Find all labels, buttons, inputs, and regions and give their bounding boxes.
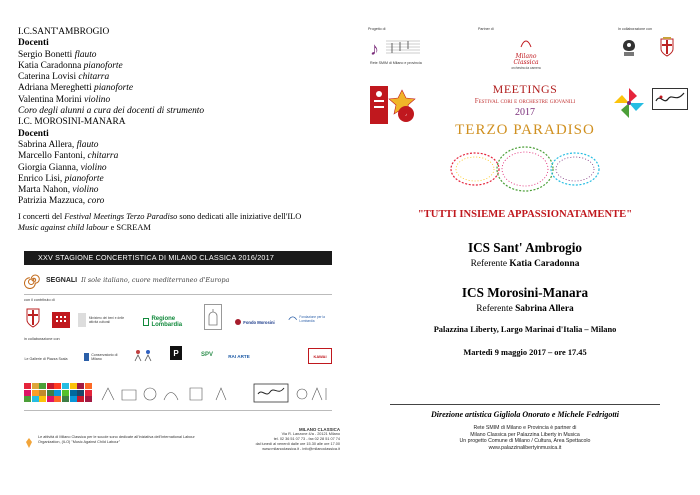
collaborazione-label: In collaborazione con: [618, 27, 652, 31]
teacher-instrument: pianoforte: [83, 60, 123, 71]
concert-headline: "TUTTI INSIEME APPASSIONATAMENTE": [417, 209, 633, 220]
teacher-entry: [18, 50, 338, 61]
gallerie-logo: Le Gallerie di Piazza Scala: [24, 357, 68, 361]
school-name-1: ICS Sant' Ambrogio: [467, 240, 583, 255]
comune-milano-logo: [24, 306, 42, 330]
roster-line: Docenti: [18, 38, 49, 49]
meetings-title: MEETINGS: [492, 82, 558, 96]
collaborazione-label: in collaborazione con: [24, 337, 60, 341]
partner-label: Partner di: [478, 27, 494, 31]
svg-text:♪: ♪: [370, 39, 379, 59]
terzo-paradiso-symbol: [447, 142, 603, 196]
teacher-instrument: chitarra: [78, 72, 110, 83]
svg-text:♪: ♪: [405, 112, 407, 117]
kawai-logo: KAWAI: [308, 348, 332, 364]
teacher-instrument: violino: [84, 94, 111, 105]
teacher-name: Valentina Morini: [18, 94, 82, 105]
referente-2: Referente Sabrina Allera: [476, 304, 574, 314]
teacher-name: Sabrina Allera,: [18, 139, 75, 150]
fondo-morosini-logo: Fondo Morosini: [234, 315, 276, 329]
roster-line: I.C. MOROSINI-MANARA: [18, 117, 126, 128]
contributo-label: con il contributo di: [24, 298, 55, 302]
conservatorio-logo: Conservatorio di Milano: [84, 350, 124, 364]
fondazione-lombardia-logo: Fondazione per la Lombardia: [288, 308, 332, 330]
teacher-instrument: coro: [87, 196, 105, 207]
teacher-name: Adriana Mereghetti: [18, 83, 92, 94]
roster-line: I.C.SANT'AMBROGIO: [18, 27, 110, 37]
teacher-name: Enrico Lisi,: [18, 173, 63, 184]
teacher-entry: [18, 174, 338, 185]
p-logo: P: [170, 346, 182, 360]
teacher-instrument: violino: [72, 185, 99, 196]
milano-classica-contact: MILANO CLASSICA Via R. Lanzone 4/a - 20121 Milano tel. 02 36 51 07 73 - fax 02 28 51 07 74 dal lunedì al venerdì dalle ore 15.30 alle ore 17.00 www.milanoclassica.it - info@milanoclassica.it: [255, 427, 340, 451]
svg-text:Rete SMIM di Milano e provinci: Rete SMIM di Milano e provincia: [370, 61, 422, 65]
progetto-label: Progetto di: [368, 27, 386, 31]
teacher-instrument: chitarra: [87, 151, 119, 162]
teacher-entry: [18, 151, 338, 162]
emblem-logo: [620, 38, 638, 62]
mibact-logo: Ministero dei beni e delle attività culturali: [78, 310, 134, 330]
divider: [390, 404, 660, 405]
teacher-name: Katia Caradonna: [18, 60, 82, 71]
regione-lombardia-logo: Regione Lombardia: [143, 315, 193, 329]
teacher-instrument: violino: [80, 162, 107, 173]
teacher-name: Marta Nahon,: [18, 185, 71, 196]
school-name-2: ICS Morosini-Manara: [461, 285, 589, 300]
child-labour-logo: [652, 88, 688, 110]
teacher-roster: [18, 27, 338, 208]
comune-milano-logo: [660, 36, 676, 62]
spiral-icon: [24, 271, 42, 289]
grid-logo: [52, 312, 70, 328]
teacher-entry: [18, 196, 338, 207]
dome-logo: [204, 304, 222, 330]
teacher-instrument: pianoforte: [94, 83, 134, 94]
teacher-entry: [18, 61, 338, 72]
sdg-strip: [24, 383, 90, 403]
segnali-title: SEGNALI: [46, 276, 78, 284]
spv-logo: SPV: [200, 352, 213, 358]
teacher-name: Patrizia Mazzuca,: [18, 196, 86, 207]
smim-logo: [368, 33, 426, 67]
figures-logo: [132, 346, 154, 364]
teacher-entry: [18, 163, 338, 174]
segnali-subtitle: Il sole italiano, cuore mediterraneo d'Europa: [81, 276, 230, 284]
divider: [24, 410, 332, 411]
segnali-heading: [24, 271, 229, 289]
festival-subtitle: Festival cori e orchestre giovanili: [474, 98, 576, 105]
teacher-entry: [18, 72, 338, 83]
festival-year: 2017: [515, 107, 535, 118]
right-page: [350, 0, 700, 495]
teacher-instrument: pianoforte: [64, 173, 104, 184]
venue: Palazzina Liberty, Largo Marinai d'Italia – Milano: [433, 325, 617, 334]
event-date: Martedì 9 maggio 2017 – ore 17.45: [463, 348, 587, 357]
teacher-entry: [18, 140, 338, 151]
milano-classica-logo: Milano Classica orchestra da camera: [502, 36, 550, 64]
artistic-direction: Direzione artistica Gigliola Onorato e Michele Fedrigotti: [431, 410, 619, 419]
teacher-name: Giorgia Gianna,: [18, 162, 79, 173]
roster-line: Docenti: [18, 128, 49, 139]
ilo-note: Le attività di Milano Classica per le scuole sono dedicate all'iniziativa dell'International Labour Organization, (ILO) "Music Against Child Labour": [38, 435, 195, 444]
divider: [24, 294, 332, 295]
teacher-entry: [18, 185, 338, 196]
teacher-instrument: flauto: [74, 49, 97, 60]
teacher-name: Sergio Bonetti: [18, 49, 73, 60]
rai-logo: RAI ARTE: [228, 353, 250, 359]
teacher-name: Marcello Fantoni,: [18, 151, 86, 162]
teacher-entry: [18, 95, 338, 106]
website-link[interactable]: www.palazzinalibertyinmusica.it: [488, 444, 562, 451]
teacher-entry: [18, 83, 338, 94]
teacher-name: Caterina Lovisi: [18, 72, 77, 83]
roster-line: Coro degli alunni a cura dei docenti di strumento: [18, 106, 205, 117]
season-banner: XXV STAGIONE CONCERTISTICA DI MILANO CLASSICA 2016/2017: [24, 251, 332, 265]
decorative-illustration-strip: [98, 382, 332, 404]
dedication-note: I concerti del Festival Meetings Terzo Paradiso sono dedicati alle iniziative dell'ILO Music against child labour e SCREAM: [18, 212, 302, 232]
pinwheel-logo: [612, 86, 646, 120]
partner-info: Rete SMIM di Milano e Provincia è partner di Milano Classica per Palazzina Liberty in Musica Un progetto Comune di Milano / Cultura, Area Spettacolo www.palazzinalibertyinmusica.it: [350, 425, 700, 451]
terzo-paradiso-title: TERZO PARADISO: [455, 122, 595, 138]
teacher-instrument: flauto: [76, 139, 99, 150]
referente-1: Referente Katia Caradonna: [470, 259, 580, 269]
